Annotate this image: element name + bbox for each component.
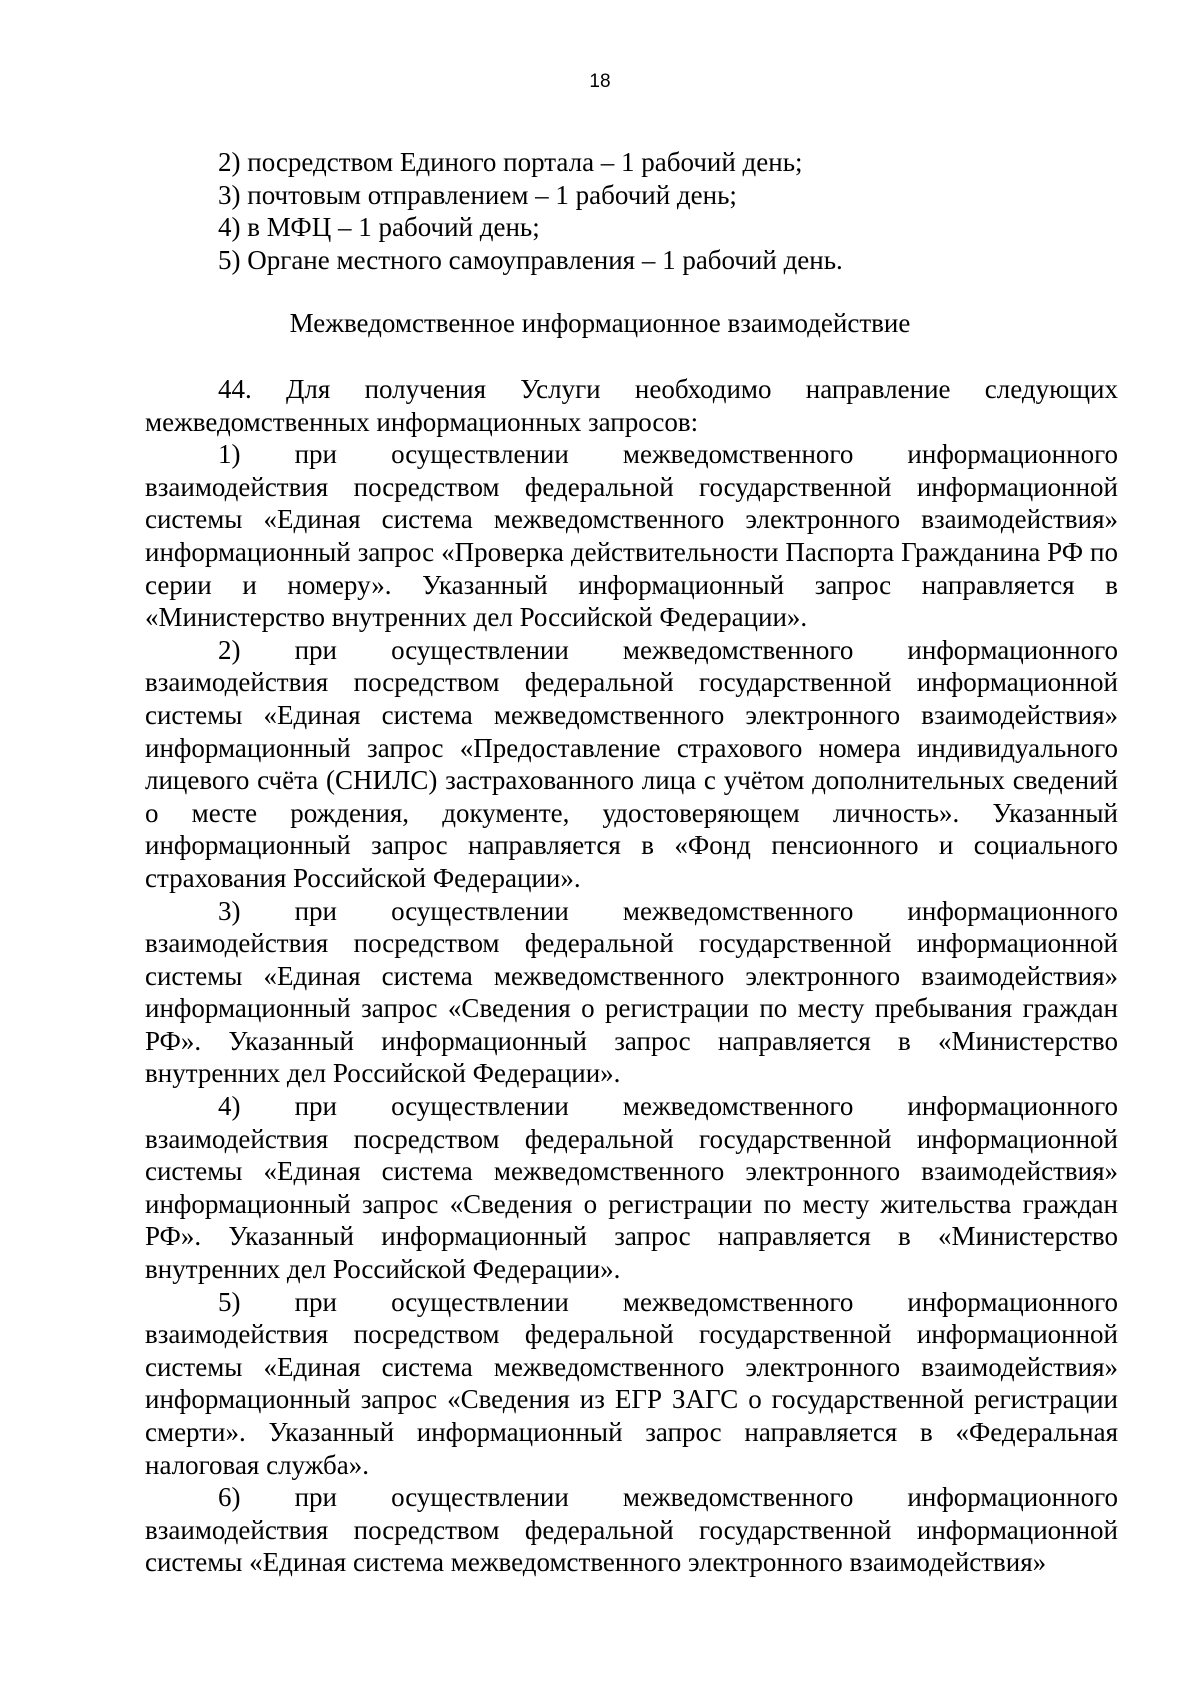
page-number: 18 — [589, 71, 611, 92]
request-item-1: 1) при осуществлении межведомственного информационного взаимодействия посредством федеральной государственной информационной системы «Единая система межведомственного электронного взаимодействия» информационный запрос «Проверка действительности Паспорта Гражданина РФ по серии и номеру». Указанный информационный запрос направляется в «Министерство внутренних дел Российской Федерации». — [145, 439, 1118, 633]
delivery-terms-list — [218, 146, 843, 276]
list-item: 4) в МФЦ – 1 рабочий день; — [218, 212, 540, 243]
section-heading: Межведомственное информационное взаимодействие — [289, 308, 911, 338]
list-item: 5) Органе местного самоуправления – 1 рабочий день. — [218, 244, 843, 275]
request-item-4: 4) при осуществлении межведомственного информационного взаимодействия посредством федеральной государственной информационной системы «Единая система межведомственного электронного взаимодействия» информационный запрос «Сведения о регистрации по месту жительства граждан РФ». Указанный информационный запрос направляется в «Министерство внутренних дел Российской Федерации». — [145, 1091, 1118, 1285]
request-item-5: 5) при осуществлении межведомственного информационного взаимодействия посредством федеральной государственной информационной системы «Единая система межведомственного электронного взаимодействия» информационный запрос «Сведения из ЕГР ЗАГС о государственной регистрации смерти». Указанный информационный запрос направляется в «Федеральная налоговая служба». — [145, 1286, 1118, 1480]
list-item: 2) посредством Единого портала – 1 рабочий день; — [218, 147, 803, 177]
list-item: 3) почтовым отправлением – 1 рабочий день; — [218, 179, 737, 210]
paragraph-44: 44. Для получения Услуги необходимо направление следующих межведомственных информационных запросов: — [145, 374, 1118, 437]
request-item-3: 3) при осуществлении межведомственного информационного взаимодействия посредством федеральной государственной информационной системы «Единая система межведомственного электронного взаимодействия» информационный запрос «Сведения о регистрации по месту пребывания граждан РФ». Указанный информационный запрос направляется в «Министерство внутренних дел Российской Федерации». — [145, 895, 1118, 1089]
body-text — [145, 373, 1118, 1579]
request-item-2: 2) при осуществлении межведомственного информационного взаимодействия посредством федеральной государственной информационной системы «Единая система межведомственного электронного взаимодействия» информационный запрос «Предоставление страхового номера индивидуального лицевого счёта (СНИЛС) застрахованного лица с учётом дополнительных сведений о месте рождения, документе, удостоверяющем личность». Указанный информационный запрос направляется в «Фонд пенсионного и социального страхования Российской Федерации». — [145, 634, 1118, 893]
request-item-6: 6) при осуществлении межведомственного информационного взаимодействия посредством федеральной государственной информационной системы «Единая система межведомственного электронного взаимодействия» — [145, 1482, 1118, 1578]
